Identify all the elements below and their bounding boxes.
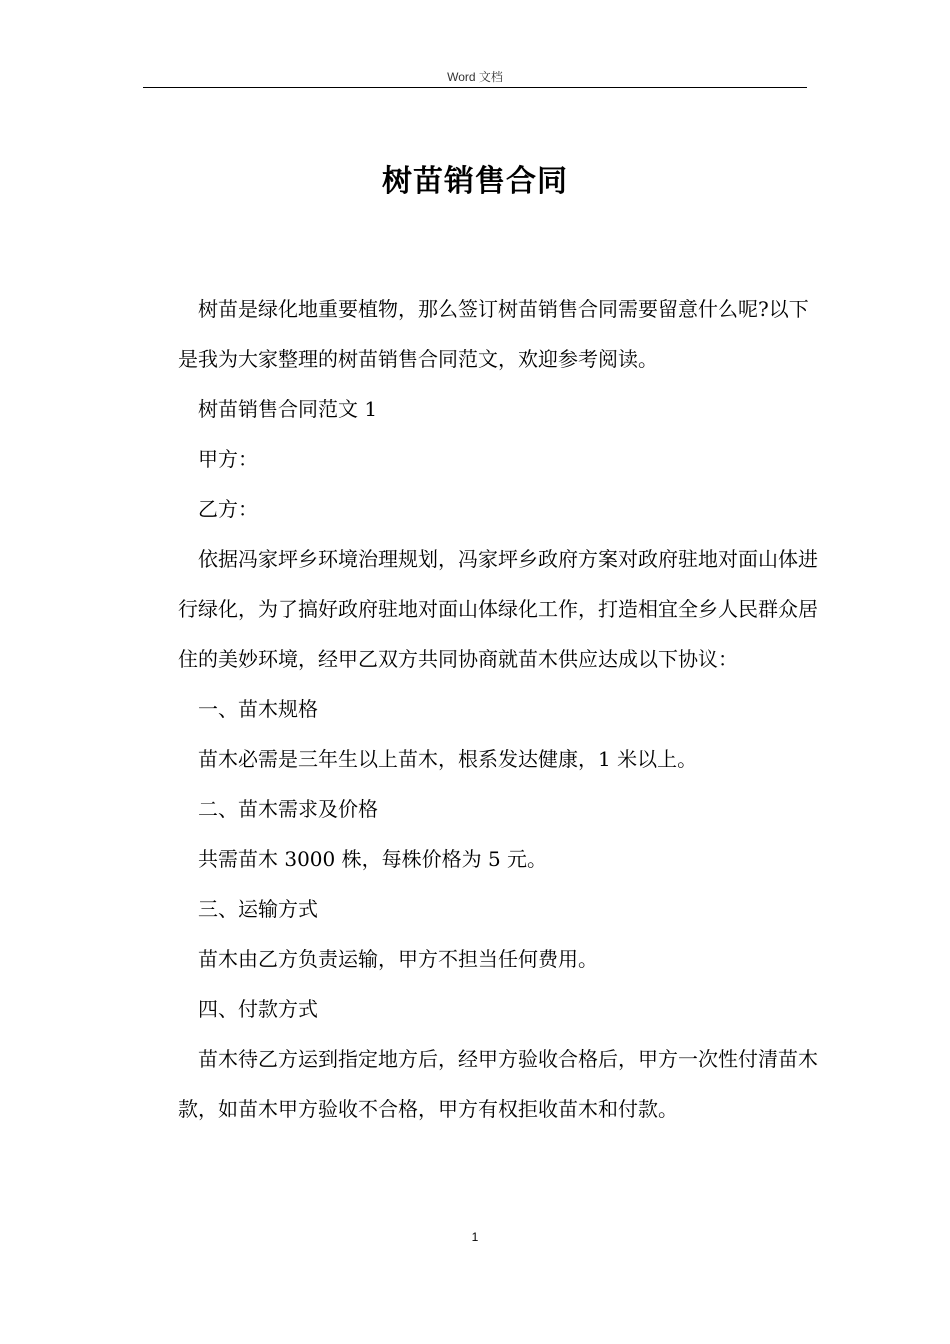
paragraph-background: 依据冯家坪乡环境治理规划，冯家坪乡政府方案对政府驻地对面山体进行绿化，为了搞好政府驻地对面山体绿化工作，打造相宜全乡人民群众居住的美妙环境，经甲乙双方共同协商就苗木供应达成以下协议： xyxy=(178,547,818,671)
page-number: 1 xyxy=(471,1230,479,1244)
paragraph-demand-price: 共需苗木 3000 株，每株价格为 5 元。 xyxy=(198,847,548,871)
header-divider xyxy=(143,87,807,88)
paragraph-party-a: 甲方： xyxy=(198,447,258,471)
section-heading-specs: 一、苗木规格 xyxy=(198,697,318,721)
paragraph-payment: 苗木待乙方运到指定地方后，经甲方验收合格后，甲方一次性付清苗木款，如苗木甲方验收不合格，甲方有权拒收苗木和付款。 xyxy=(178,1047,818,1121)
paragraph-intro: 树苗是绿化地重要植物，那么签订树苗销售合同需要留意什么呢?以下是我为大家整理的树苗销售合同范文，欢迎参考阅读。 xyxy=(178,297,809,371)
section-heading-transport: 三、运输方式 xyxy=(198,897,318,921)
document-body xyxy=(178,284,818,1134)
paragraph-specs: 苗木必需是三年生以上苗木，根系发达健康，1 米以上。 xyxy=(198,747,698,771)
page-header-label: Word 文档 xyxy=(447,70,503,84)
section-heading-demand-price: 二、苗木需求及价格 xyxy=(198,797,378,821)
paragraph-sample-heading: 树苗销售合同范文 1 xyxy=(198,397,378,421)
paragraph-transport: 苗木由乙方负责运输，甲方不担当任何费用。 xyxy=(198,947,598,971)
section-heading-payment: 四、付款方式 xyxy=(198,997,318,1021)
document-title: 树苗销售合同 xyxy=(382,164,568,199)
paragraph-party-b: 乙方： xyxy=(198,497,258,521)
